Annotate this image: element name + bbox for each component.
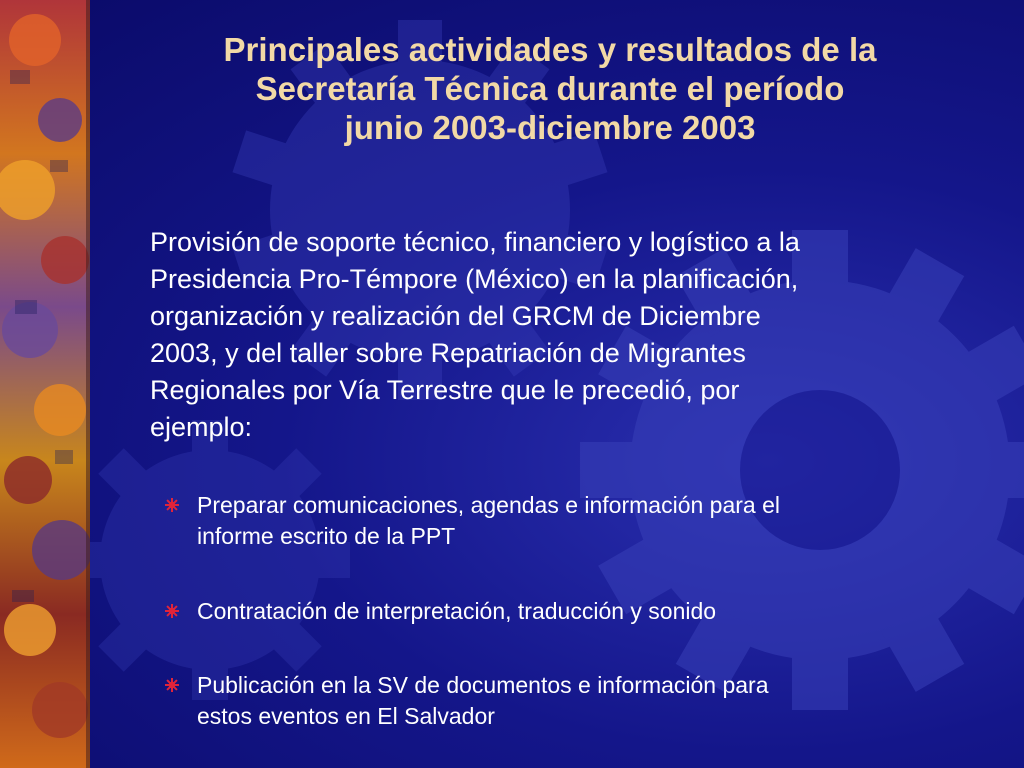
intro-paragraph bbox=[150, 224, 990, 446]
title-line: Secretaría Técnica durante el período bbox=[255, 70, 845, 107]
starburst-bullet-icon bbox=[164, 497, 180, 513]
intro-line: ejemplo: bbox=[150, 412, 253, 442]
bullet-item bbox=[160, 490, 980, 552]
bullet-item bbox=[160, 596, 980, 627]
intro-line: Regionales por Vía Terrestre que le precedió, por bbox=[150, 375, 740, 405]
title-line: Principales actividades y resultados de la bbox=[223, 31, 877, 68]
starburst-bullet-icon bbox=[164, 603, 180, 619]
intro-line: Provisión de soporte técnico, financiero y logístico a la bbox=[150, 227, 800, 257]
title-line: junio 2003-diciembre 2003 bbox=[344, 109, 756, 146]
intro-line: organización y realización del GRCM de Diciembre bbox=[150, 301, 761, 331]
bullet-item bbox=[160, 670, 980, 732]
bullet-line: estos eventos en El Salvador bbox=[197, 703, 495, 729]
starburst-bullet-icon bbox=[164, 677, 180, 693]
intro-line: Presidencia Pro-Témpore (México) en la planificación, bbox=[150, 264, 799, 294]
decorative-side-strip bbox=[0, 0, 90, 768]
bullet-line: Contratación de interpretación, traducción y sonido bbox=[197, 598, 717, 624]
bullet-line: informe escrito de la PPT bbox=[197, 523, 456, 549]
bullet-line: Publicación en la SV de documentos e información para bbox=[197, 672, 769, 698]
slide-title bbox=[120, 30, 980, 147]
bullet-line: Preparar comunicaciones, agendas e información para el bbox=[197, 492, 780, 518]
intro-line: 2003, y del taller sobre Repatriación de Migrantes bbox=[150, 338, 746, 368]
